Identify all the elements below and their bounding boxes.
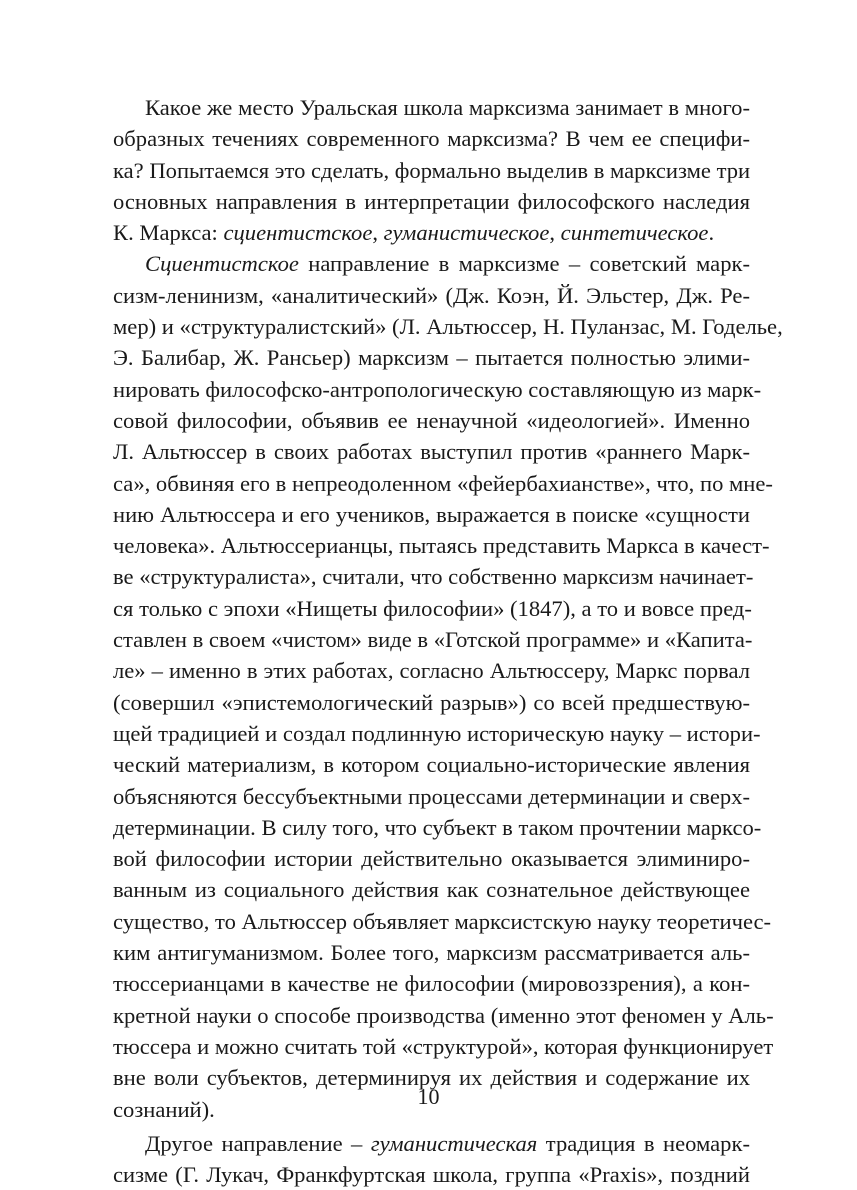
page-number: 10 bbox=[417, 1084, 440, 1109]
text-line: человека». Альтюссерианцы, пытаясь представить Маркса в качест- bbox=[113, 533, 770, 559]
text-line: ве «структуралиста», считали, что собственно марксизм начинает- bbox=[113, 564, 754, 590]
text-line: ка? Попытаемся это сделать, формально выделив в марксизме три bbox=[113, 157, 751, 183]
text-line: тюссера и можно считать той «структурой», которая функционирует bbox=[113, 1033, 774, 1059]
text-line: (совершил «эпистемологический разрыв») со всей предшествую- bbox=[113, 689, 750, 715]
text-line: нировать философско-антропологическую составляющую из марк- bbox=[113, 376, 762, 402]
text-line: ким антигуманизмом. Более того, марксизм рассматривается аль- bbox=[113, 940, 750, 966]
italic-term: гуманистическая bbox=[370, 1130, 538, 1156]
text-line: объясняются бессубъектными процессами детерминации и сверх- bbox=[113, 783, 750, 809]
text-line: щей традицией и создал подлинную историческую науку – истори- bbox=[113, 720, 761, 746]
text-line: сизм-ленинизм, «аналитический» (Дж. Коэн, Й. Эльстер, Дж. Ре- bbox=[113, 282, 750, 308]
text-line: ческий материализм, в котором социально-исторические явления bbox=[113, 752, 750, 778]
text-line: сознаний). bbox=[113, 1096, 215, 1122]
text-line: Л. Альтюссер в своих работах выступил против «раннего Марк- bbox=[113, 439, 750, 465]
page-text-body bbox=[113, 92, 783, 1190]
paragraph bbox=[113, 92, 750, 248]
text-line: Сциентистское направление в марксизме – советский марк- bbox=[145, 251, 750, 277]
italic-term: синтетическое bbox=[560, 220, 709, 246]
text-line: ставлен в своем «чистом» виде в «Готской программе» и «Капита- bbox=[113, 627, 753, 653]
paragraph bbox=[113, 1128, 750, 1190]
text-line: Другое направление – гуманистическая традиция в неомарк- bbox=[145, 1130, 750, 1156]
text-line: существо, то Альтюссер объявляет марксистскую науку теоретичес- bbox=[113, 908, 772, 934]
text-line: нию Альтюссера и его учеников, выражается в поиске «сущности bbox=[113, 501, 750, 527]
text-line: Какое же место Уральская школа марксизма занимает в много- bbox=[145, 95, 750, 120]
italic-term: сциентистское bbox=[223, 220, 373, 246]
text-line: мер) и «структуралистский» (Л. Альтюссер, Н. Пуланзас, М. Годелье, bbox=[113, 314, 783, 340]
text-line: вне воли субъектов, детерминируя их действия и содержание их bbox=[113, 1065, 750, 1091]
text-line: ванным из социального действия как сознательное действующее bbox=[113, 877, 750, 903]
text-line: детерминации. В силу того, что субъект в таком прочтении марксо- bbox=[113, 814, 762, 840]
paragraph bbox=[113, 248, 783, 1124]
text-line: образных течениях современного марксизма? В чем ее специфи- bbox=[113, 126, 750, 152]
text-line: Э. Балибар, Ж. Рансьер) марксизм – пытается полностью элими- bbox=[113, 345, 750, 371]
text-line: сизме (Г. Лукач, Франкфуртская школа, группа «Praxis», поздний bbox=[113, 1162, 750, 1188]
text-line: основных направления в интерпретации философского наследия bbox=[113, 188, 750, 214]
text-line: совой философии, объявив ее ненаучной «идеологией». Именно bbox=[113, 407, 750, 433]
text-line: ле» – именно в этих работах, согласно Альтюссеру, Маркс порвал bbox=[113, 658, 750, 684]
italic-term: гуманистическое bbox=[383, 220, 550, 246]
text-line: вой философии истории действительно оказывается элиминиро- bbox=[113, 846, 750, 872]
text-line: кретной науки о способе производства (именно этот феномен у Аль- bbox=[113, 1002, 774, 1028]
text-line: са», обвиняя его в непреодоленном «фейербахианстве», что, по мне- bbox=[113, 470, 773, 496]
italic-term: Сциентистское bbox=[145, 251, 299, 277]
text-line: тюссерианцами в качестве не философии (мировоззрения), а кон- bbox=[113, 971, 750, 997]
text-line: К. Маркса: сциентистское, гуманистическое, синтетическое. bbox=[113, 220, 715, 246]
text-line: ся только с эпохи «Нищеты философии» (1847), а то и вовсе пред- bbox=[113, 595, 752, 621]
